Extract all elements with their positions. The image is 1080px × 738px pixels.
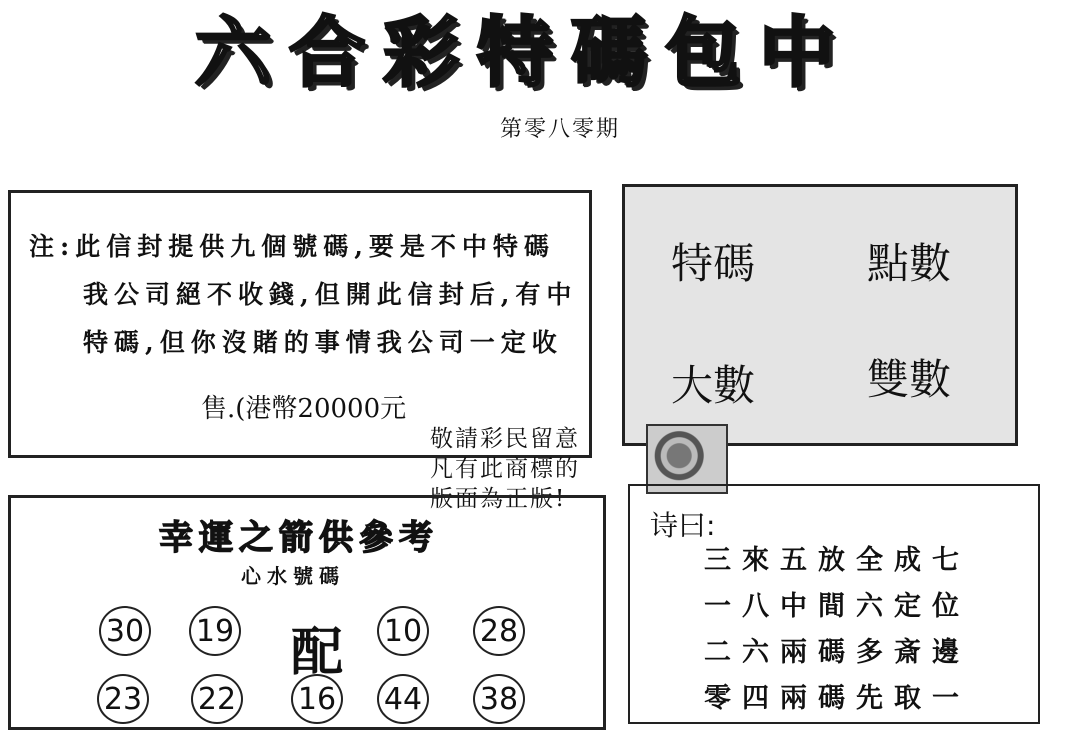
- feature-box: [622, 184, 1018, 446]
- poem-line: 三來五放全成七: [704, 545, 970, 576]
- poem-title: 诗曰:: [650, 509, 716, 542]
- notice-line: 注:此信封提供九個號碼,要是不中特碼: [29, 232, 555, 261]
- poem-line: 二六兩碼多斎邊: [704, 637, 970, 668]
- price-label: 售.(港幣20000元: [201, 394, 407, 424]
- lucky-box: [8, 495, 606, 730]
- title-char: 碼: [571, 8, 647, 97]
- number-ball: 38: [473, 674, 525, 724]
- page-title: [195, 8, 835, 98]
- notice-line: 我公司絕不收錢,但開此信封后,有中: [83, 280, 578, 309]
- period-label: 第零八零期: [500, 117, 621, 142]
- title-char: 六: [195, 8, 271, 97]
- lucky-subtitle: 心水號碼: [241, 564, 345, 588]
- feature-big-number: 大數: [671, 361, 756, 410]
- pair-label: 配: [291, 622, 344, 683]
- number-ball: 22: [191, 674, 243, 724]
- number-ball: 28: [473, 606, 525, 656]
- trademark-line: 凡有此商標的: [430, 456, 580, 482]
- number-ball: 30: [99, 606, 151, 656]
- number-ball: 10: [377, 606, 429, 656]
- poem-line: 零四兩碼先取一: [704, 683, 970, 714]
- feature-even-number: 雙數: [867, 355, 952, 404]
- lucky-title: 幸運之箭供參考: [159, 518, 439, 558]
- title-char: 特: [477, 8, 553, 97]
- number-ball: 16: [291, 674, 343, 724]
- notice-box: [8, 190, 592, 458]
- title-char: 合: [289, 8, 365, 97]
- feature-special-code: 特碼: [671, 239, 756, 288]
- number-ball: 44: [377, 674, 429, 724]
- poem-box: [628, 484, 1040, 724]
- poem-line: 一八中間六定位: [704, 591, 970, 622]
- number-ball: 23: [97, 674, 149, 724]
- title-char: 包: [665, 8, 741, 97]
- feature-points: 點數: [867, 239, 952, 288]
- title-char: 彩: [383, 8, 459, 97]
- number-ball: 19: [189, 606, 241, 656]
- notice-line: 特碼,但你沒賭的事情我公司一定收: [83, 328, 563, 357]
- title-char: 中: [759, 8, 835, 97]
- trademark-line: 敬請彩民留意: [430, 426, 580, 452]
- trademark-line: 版面為正版!: [430, 486, 567, 512]
